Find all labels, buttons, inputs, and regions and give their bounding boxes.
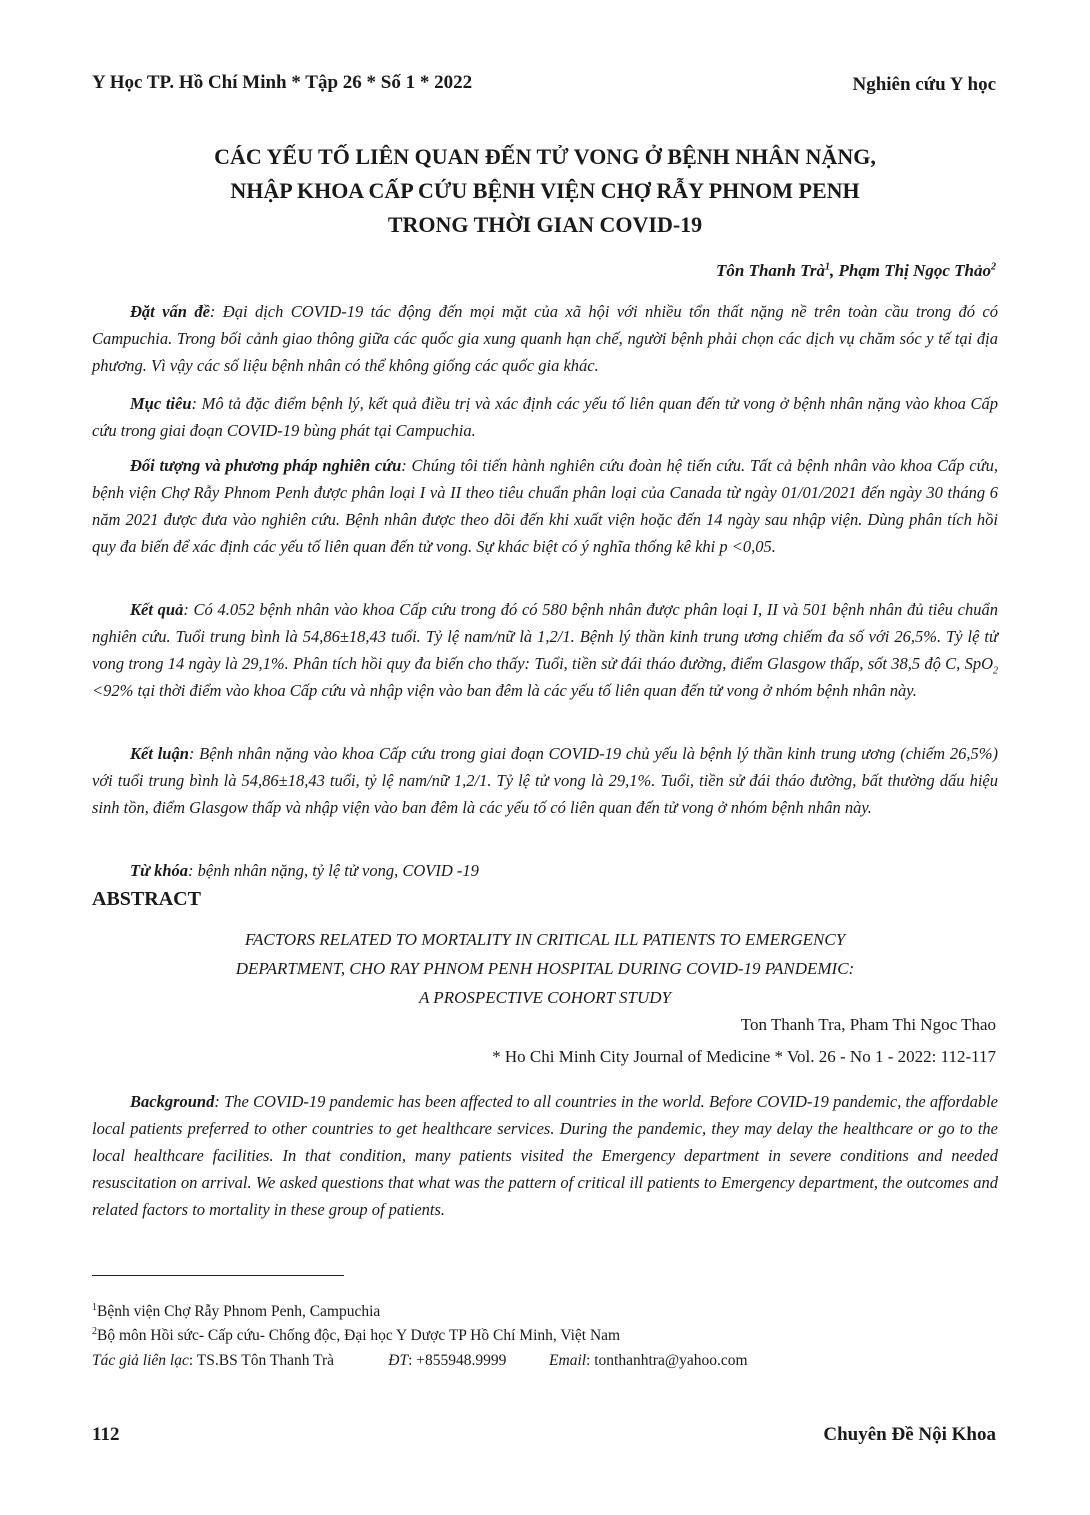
background-text: : Đại dịch COVID-19 tác động đến mọi mặt của xã hội với nhiều tổn thất nặng nề trên toàn cầu trong đó có Campuchia. Trong bối cảnh giao thông giữa các quốc gia xung quanh hạn chế, người bệnh phải chọn các dịch vụ chăm sóc y tế tại địa phương. Vì vậy các số liệu bệnh nhân có thể không giống các quốc gia khác. bbox=[92, 302, 999, 375]
keywords-text: : bệnh nhân nặng, tỷ lệ tử vong, COVID -19 bbox=[188, 861, 479, 880]
footnote-divider bbox=[92, 1275, 344, 1276]
title-line-2: NHẬP KHOA CẤP CỨU BỆNH VIỆN CHỢ RẪY PHNOM PENH bbox=[230, 178, 860, 203]
abstract-vi-objective bbox=[92, 390, 998, 444]
methods-label: Đối tượng và phương pháp nghiên cứu bbox=[130, 456, 402, 475]
citation: * Ho Chi Minh City Journal of Medicine * Vol. 26 - No 1 - 2022: 112-117 bbox=[492, 1047, 996, 1066]
abstract-vi-methods bbox=[92, 452, 998, 560]
abstract-vi-background bbox=[92, 298, 998, 379]
english-title bbox=[92, 925, 998, 1012]
authors-english: Ton Thanh Tra, Pham Thi Ngoc Thao bbox=[740, 1015, 996, 1034]
abstract-heading: ABSTRACT bbox=[92, 888, 201, 910]
conclusion-text: : Bệnh nhân nặng vào khoa Cấp cứu trong giai đoạn COVID-19 chủ yếu là bệnh lý thần kinh trung ương (chiếm 26,5%) với tuổi trung bình là 54,86±18,43 tuổi, tỷ lệ nam/nữ 1,2/1. Tỷ lệ tử vong là 29,1%. Tuổi, tiền sử đái tháo đường, bất thường dấu hiệu sinh tồn, điểm Glasgow thấp và nhập viện vào ban đêm là các yếu tố có liên quan đến tử vong ở nhóm bệnh nhân này. bbox=[92, 744, 998, 817]
objective-label: Mục tiêu bbox=[130, 394, 192, 413]
page-number: 112 bbox=[92, 1424, 120, 1445]
email-address: : tonthanhtra@yahoo.com bbox=[586, 1352, 748, 1369]
title-line-1: CÁC YẾU TỐ LIÊN QUAN ĐẾN TỬ VONG Ở BỆNH NHÂN NẶNG, bbox=[214, 144, 876, 169]
footnote-1-text: Bệnh viện Chợ Rẫy Phnom Penh, Campuchia bbox=[97, 1303, 381, 1320]
results-text-a: : Có 4.052 bệnh nhân vào khoa Cấp cứu trong đó có 580 bệnh nhân được phân loại I, II và 501 bệnh nhân đủ tiêu chuẩn nghiên cứu. Tuổi trung bình là 54,86±18,43 tuổi. Tỷ lệ nam/nữ là 1,2/1. Bệnh lý thần kinh trung ương chiếm đa số với 26,5%. Tỷ lệ tử vong trong 14 ngày là 29,1%. Phân tích hồi quy đa biến cho thấy: Tuổi, tiền sử đái tháo đường, điểm Glasgow thấp, sốt 38,5 độ C, SpO bbox=[92, 600, 998, 673]
results-label: Kết quả bbox=[130, 600, 184, 619]
en-background-text: : The COVID-19 pandemic has been affected to all countries in the world. Before COVID-19 pandemic, the affordable local patients preferred to other countries to get healthcare services. During the pandemic, they may delay the healthcare or go to the local healthcare facilities. In that condition, many patients visited the Emergency department in severe conditions and needed resuscitation on arrival. We asked questions that what was the pattern of critical ill patients to Emergency department, the outcomes and related factors to mortality in these group of patients. bbox=[92, 1092, 998, 1219]
abstract-vi-conclusion bbox=[92, 740, 998, 821]
english-title-line-1: FACTORS RELATED TO MORTALITY IN CRITICAL ILL PATIENTS TO EMERGENCY bbox=[244, 930, 846, 949]
abstract-en-background bbox=[92, 1088, 998, 1223]
keywords-label: Từ khóa bbox=[130, 861, 189, 880]
footnote-1-marker: 1 bbox=[92, 1301, 97, 1313]
section-header: Nghiên cứu Y học bbox=[852, 74, 996, 95]
background-label: Đặt vấn đề bbox=[130, 302, 210, 321]
contact-gap-2 bbox=[506, 1352, 549, 1369]
author-1: Tôn Thanh Trà bbox=[715, 261, 825, 280]
english-title-line-3: A PROSPECTIVE COHORT STUDY bbox=[418, 988, 672, 1007]
methods-text: : Chúng tôi tiến hành nghiên cứu đoàn hệ tiến cứu. Tất cả bệnh nhân vào khoa Cấp cứu, bệnh viện Chợ Rẫy Phnom Penh được phân loại I và II theo tiêu chuẩn phân loại của Canada từ ngày 01/01/2021 đến ngày 30 tháng 6 năm 2021 được đưa vào nghiên cứu. Bệnh nhân được theo dõi đến khi xuất viện hoặc đến 14 ngày sau nhập viện. Dùng phân tích hồi quy đa biến để xác định các yếu tố liên quan đến tử vong. Sự khác biệt có ý nghĩa thống kê khi p <0,05. bbox=[92, 456, 998, 556]
abstract-vi-results bbox=[92, 596, 998, 704]
results-text-b: <92% tại thời điểm vào khoa Cấp cứu và nhập viện vào ban đêm là các yếu tố liên quan đến tử vong ở nhóm bệnh nhân này. bbox=[92, 681, 917, 700]
title-line-3: TRONG THỜI GIAN COVID-19 bbox=[387, 212, 703, 237]
results-subscript: 2 bbox=[993, 665, 998, 677]
objective-text: : Mô tả đặc điểm bệnh lý, kết quả điều trị và xác định các yếu tố liên quan đến tử vong ở bệnh nhân nặng vào khoa Cấp cứu trong giai đoạn COVID-19 bùng phát tại Campuchia. bbox=[92, 394, 998, 440]
footnote-2-marker: 2 bbox=[92, 1325, 97, 1337]
conclusion-label: Kết luận bbox=[130, 744, 189, 763]
article-title bbox=[92, 140, 998, 242]
footnote-1 bbox=[92, 1303, 380, 1321]
issue-name: Chuyên Đề Nội Khoa bbox=[823, 1424, 996, 1445]
phone-label: ĐT bbox=[388, 1352, 409, 1369]
author-separator: , bbox=[829, 261, 839, 280]
author-2-affiliation: 2 bbox=[991, 261, 996, 273]
authors-vietnamese bbox=[716, 261, 996, 281]
contact-label: Tác giả liên lạc bbox=[92, 1352, 189, 1369]
journal-header: Y Học TP. Hồ Chí Minh * Tập 26 * Số 1 * 2022 bbox=[92, 72, 473, 93]
contact-gap-1 bbox=[334, 1352, 388, 1369]
footnote-2 bbox=[92, 1327, 620, 1345]
abstract-vi-keywords bbox=[92, 857, 998, 884]
footnote-2-text: Bộ môn Hồi sức- Cấp cứu- Chống độc, Đại học Y Dược TP Hồ Chí Minh, Việt Nam bbox=[97, 1327, 621, 1344]
email-label: Email bbox=[549, 1352, 587, 1369]
contact-info bbox=[92, 1352, 748, 1370]
en-background-label: Background bbox=[130, 1092, 215, 1111]
author-1-affiliation: 1 bbox=[824, 261, 830, 273]
english-title-line-2: DEPARTMENT, CHO RAY PHNOM PENH HOSPITAL DURING COVID-19 PANDEMIC: bbox=[235, 959, 855, 978]
phone-number: : +855948.9999 bbox=[408, 1352, 507, 1369]
author-2: Phạm Thị Ngọc Thảo bbox=[838, 261, 991, 280]
contact-name: : TS.BS Tôn Thanh Trà bbox=[188, 1352, 335, 1369]
